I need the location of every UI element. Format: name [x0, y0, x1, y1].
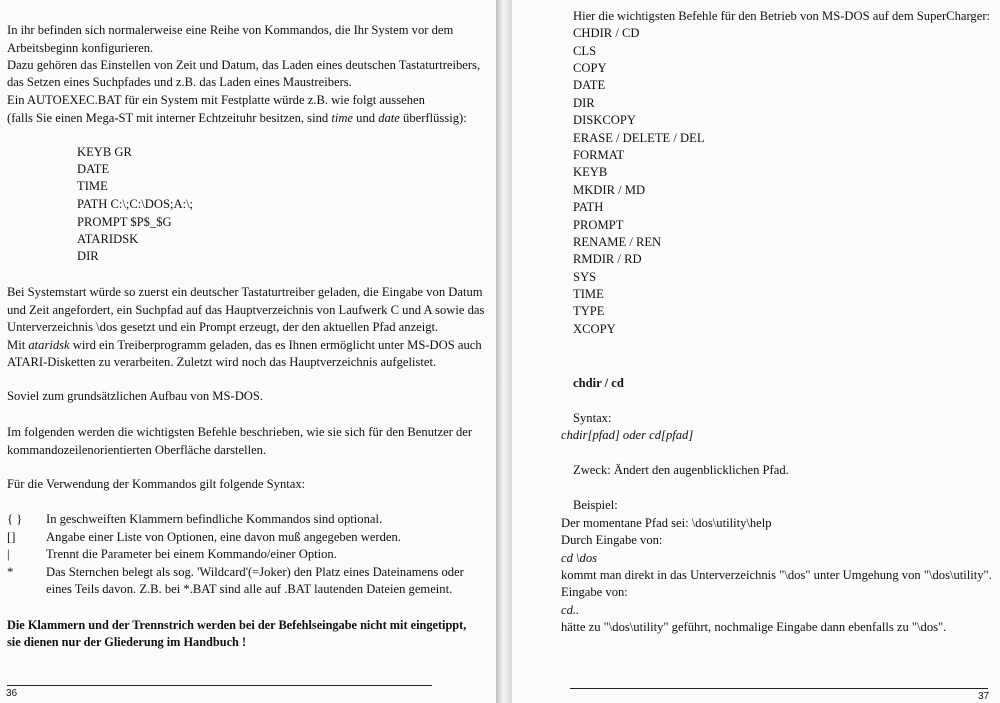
intro-line: das Setzen eines Suchpfades und z.B. das Laden eines Maustreibers. [7, 75, 352, 89]
code-line: TIME [77, 179, 108, 193]
command-item: COPY [573, 61, 607, 75]
right-heading: Hier die wichtigsten Befehle für den Betrieb von MS-DOS auf dem SuperCharger: [573, 9, 991, 23]
italic-term: ataridsk [28, 338, 70, 352]
example-line: cd.. [561, 603, 580, 617]
body-line: Soviel zum grundsätzlichen Aufbau von MS-DOS. [7, 389, 264, 403]
body-line: Bei Systemstart würde so zuerst ein deutscher Tastaturtreiber geladen, die Eingabe von Datum [7, 285, 483, 299]
footer-rule [570, 688, 988, 689]
right-page [512, 0, 1000, 703]
command-item: KEYB [573, 165, 608, 179]
page-number: 37 [978, 691, 990, 702]
syntax-symbol: | [7, 547, 10, 561]
syntax-description: eines Teils davon. Z.B. bei *.BAT sind alle auf .BAT lautenden Dateien gemeint. [46, 582, 453, 596]
command-item: RENAME / REN [573, 235, 662, 249]
syntax-label: Syntax: [573, 411, 612, 425]
example-line: Durch Eingabe von: [561, 533, 663, 547]
body-line: Für die Verwendung der Kommandos gilt folgende Syntax: [7, 477, 306, 491]
bold-note: Die Klammern und der Trennstrich werden bei der Befehlseingabe nicht mit eingetippt, [7, 618, 467, 632]
syntax-value: chdir[pfad] oder cd[pfad] [561, 428, 694, 442]
example-line: Beispiel: [573, 498, 618, 512]
example-line: kommt man direkt in das Unterverzeichnis "\dos" unter Umgehung von "\dos\utility". [561, 568, 992, 582]
command-item: ERASE / DELETE / DEL [573, 131, 705, 145]
body-line: ATARI-Disketten zu verarbeiten. Zuletzt wird noch das Hauptverzeichnis aufgelistet. [7, 355, 437, 369]
example-line: cd \dos [561, 551, 598, 565]
body-line: und Zeit angefordert, ein Suchpfad auf das Hauptverzeichnis von Laufwerk C und A sowie das [7, 303, 485, 317]
syntax-symbol: * [7, 565, 14, 579]
command-item: DATE [573, 78, 606, 92]
code-line: ATARIDSK [77, 232, 139, 246]
command-item: TIME [573, 287, 604, 301]
syntax-description: Trennt die Parameter bei einem Kommando/einer Option. [46, 547, 337, 561]
italic-term: time [331, 111, 354, 125]
body-line-emphasis [7, 337, 482, 353]
body-line: Im folgenden werden die wichtigsten Befehle beschrieben, wie sie sich für den Benutzer der [7, 425, 473, 439]
purpose-text: Zweck: Ändert den augenblicklichen Pfad. [573, 463, 789, 477]
bold-note: sie dienen nur der Gliederung im Handbuch ! [7, 635, 247, 649]
book-gutter [496, 0, 512, 703]
code-line: DIR [77, 249, 99, 263]
intro-line-emphasis [7, 110, 467, 126]
intro-line: Arbeitsbeginn konfigurieren. [7, 41, 154, 55]
section-title: chdir / cd [573, 376, 624, 390]
syntax-description: Angabe einer Liste von Optionen, eine davon muß angegeben werden. [46, 530, 401, 544]
example-line: hätte zu "\dos\utility" geführt, nochmalige Eingabe dann ebenfalls zu "\dos". [561, 620, 947, 634]
text-run: wird ein Treiberprogramm geladen, das es Ihnen ermöglicht unter MS-DOS auch [69, 338, 482, 352]
syntax-symbol: [] [7, 530, 16, 544]
command-item: RMDIR / RD [573, 252, 642, 266]
command-item: MKDIR / MD [573, 183, 646, 197]
italic-term: date [378, 111, 400, 125]
command-item: CLS [573, 44, 597, 58]
intro-line: Ein AUTOEXEC.BAT für ein System mit Festplatte würde z.B. wie folgt aussehen [7, 93, 425, 107]
text-run: Mit [7, 338, 29, 352]
text-run: überflüssig): [399, 111, 467, 125]
body-line: kommandozeilenorientierten Oberfläche darstellen. [7, 443, 267, 457]
example-line: Eingabe von: [561, 585, 628, 599]
command-item: PROMPT [573, 218, 624, 232]
code-line: KEYB GR [77, 145, 132, 159]
command-item: TYPE [573, 304, 605, 318]
intro-line: In ihr befinden sich normalerweise eine Reihe von Kommandos, die Ihr System vor dem [7, 23, 454, 37]
left-page [0, 0, 496, 703]
body-line: Unterverzeichnis \dos gesetzt und ein Prompt erzeugt, der den aktuellen Pfad anzeigt. [7, 320, 439, 334]
command-item: XCOPY [573, 322, 616, 336]
text-run: und [353, 111, 379, 125]
text-run: (falls Sie einen Mega-ST mit interner Echtzeituhr besitzen, sind [7, 111, 332, 125]
command-item: FORMAT [573, 148, 625, 162]
command-item: DIR [573, 96, 595, 110]
command-item: CHDIR / CD [573, 26, 640, 40]
command-item: DISKCOPY [573, 113, 636, 127]
code-line: PATH C:\;C:\DOS;A:\; [77, 197, 194, 211]
syntax-description: Das Sternchen belegt als sog. 'Wildcard'(=Joker) den Platz eines Dateinamens oder [46, 565, 464, 579]
command-item: PATH [573, 200, 604, 214]
example-line: Der momentane Pfad sei: \dos\utility\help [561, 516, 772, 530]
command-item: SYS [573, 270, 597, 284]
syntax-symbol: { } [7, 512, 23, 526]
code-line: DATE [77, 162, 110, 176]
page-number: 36 [6, 688, 18, 699]
footer-rule [7, 685, 432, 686]
intro-line: Dazu gehören das Einstellen von Zeit und Datum, das Laden eines deutschen Tastaturtreibers, [7, 58, 481, 72]
syntax-description: In geschweiften Klammern befindliche Kommandos sind optional. [46, 512, 383, 526]
code-line: PROMPT $P$_$G [77, 215, 172, 229]
